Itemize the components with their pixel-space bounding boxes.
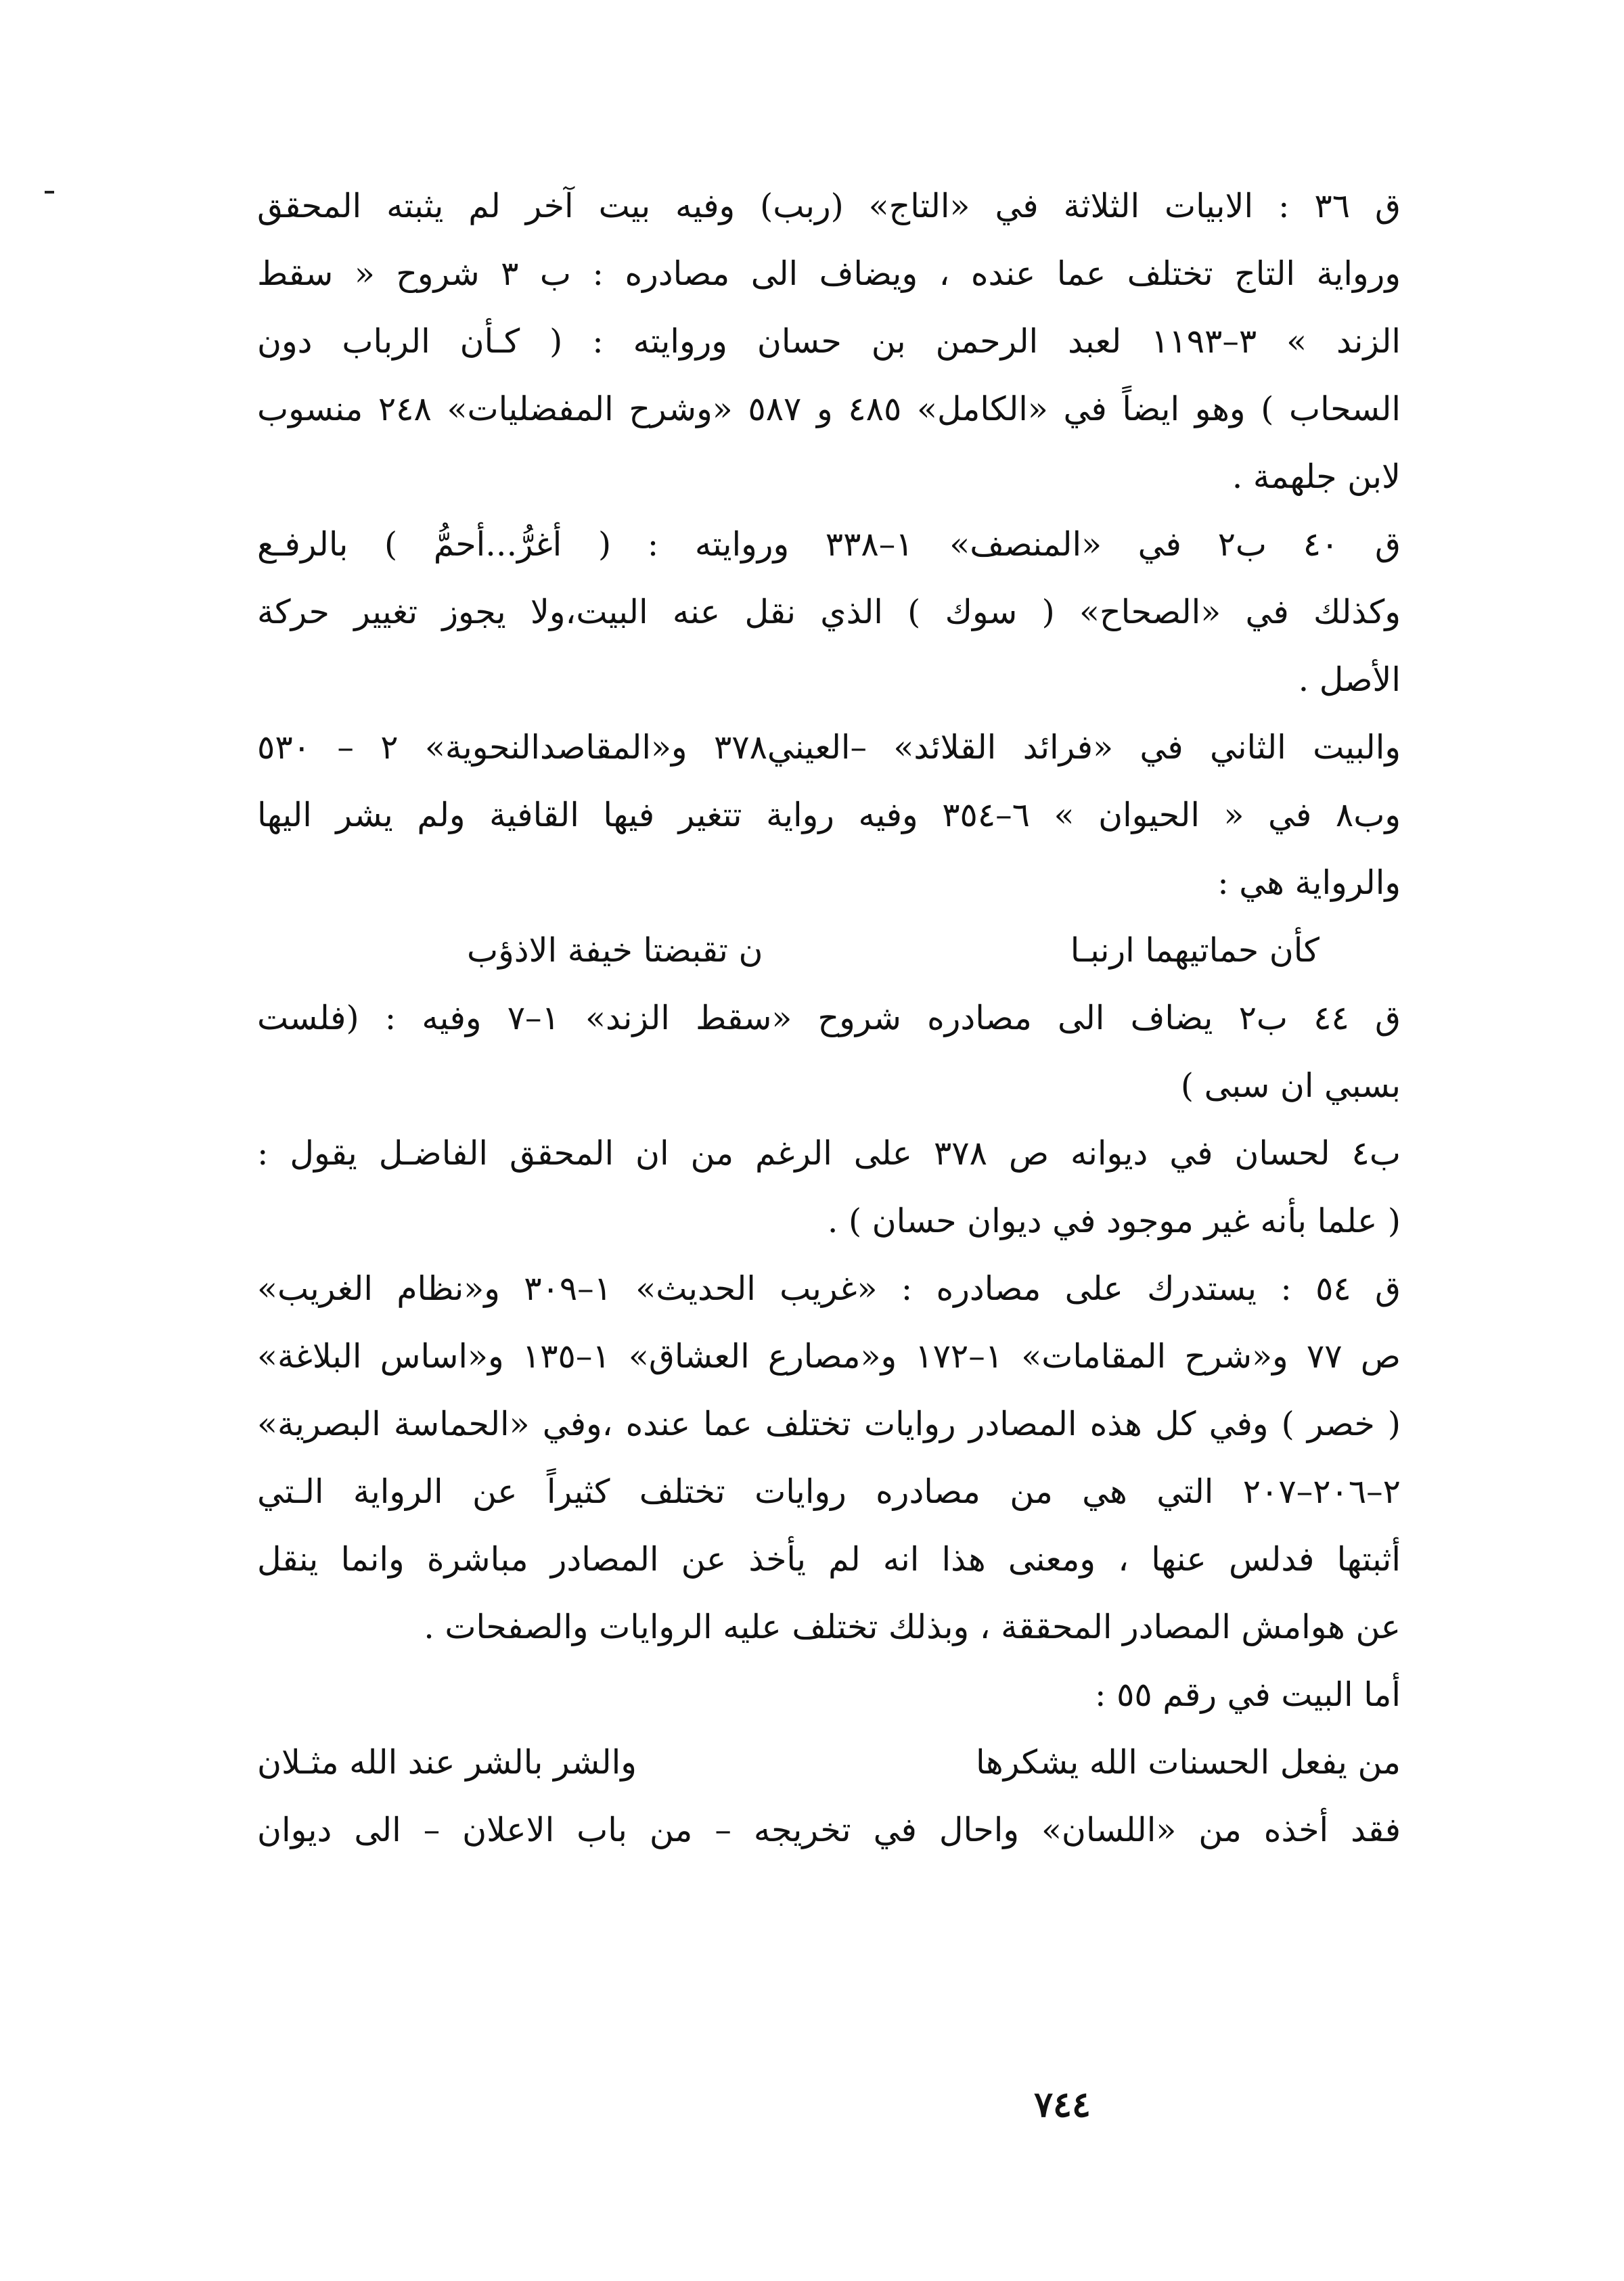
text-line: ق ٤٠ ب٢ في «المنصف» ١–٣٣٨ وروايته : ( أغرُّ...أحمُّ ) بالرفـع (257, 525, 1401, 564)
verse-second-hemistich: ن تقبضتا خيفة الاذؤب (467, 931, 763, 970)
text-line: ( علما بأنه غير موجود في ديوان حسان ) . (827, 1202, 1401, 1240)
page-number: ٧٤٤ (1034, 2084, 1091, 2125)
verse-first-hemistich: كأن حماتيهما ارنبـا (1070, 931, 1320, 970)
text-line: عن هوامش المصادر المحققة ، وبذلك تختلف عليه الروايات والصفحات . (424, 1608, 1401, 1646)
text-line: وكذلك في «الصحاح» ( سوك ) الذي نقل عنه البيت،ولا يجوز تغيير حركة (257, 593, 1401, 631)
paragraph-second-verse (257, 714, 1401, 917)
poetry-verse (257, 1729, 1401, 1797)
text-line: ق ٤٤ ب٢ يضاف الى مصادره شروح «سقط الزند» ١–٧ وفيه : (فلست (257, 999, 1401, 1037)
text-line: أثبتها فدلس عنها ، ومعنى هذا انه لم يأخذ عن المصادر مباشرة وانما ينقل (257, 1540, 1401, 1579)
text-line: وب٨ في « الحيوان » ٦–٣٥٤ وفيه رواية تتغير فيها القافية ولم يشر اليها (257, 796, 1401, 834)
text-line: ب٤ لحسان في ديوانه ص ٣٧٨ على الرغم من ان المحقق الفاضـل يقول : (257, 1134, 1401, 1173)
text-line: أما البيت في رقم ٥٥ : (1094, 1675, 1401, 1714)
text-line: والرواية هي : (1217, 863, 1401, 902)
text-line: لابن جلهمة . (1232, 457, 1401, 496)
margin-mark (45, 191, 54, 194)
text-line: الأصل . (1298, 660, 1401, 699)
paragraph-q44 (257, 985, 1401, 1120)
paragraph-q40 (257, 511, 1401, 714)
text-line: ق ٥٤ : يستدرك على مصادره : «غريب الحديث» ١–٣٠٩ و«نظام الغريب» (257, 1269, 1401, 1308)
text-line: ورواية التاج تختلف عما عنده ، ويضاف الى مصادره : ب ٣ شروح « سقط (257, 254, 1401, 293)
text-line: الزند » ٣–١١٩٣ لعبد الرحمن بن حسان وروايته : ( كـأن الرباب دون (257, 322, 1401, 361)
text-line: ٢–٢٠٦–٢٠٧ التي هي من مصادره روايات تختلف كثيراً عن الرواية الـتي (257, 1472, 1401, 1511)
paragraph-q36 (257, 173, 1401, 511)
body-text (257, 173, 1401, 1864)
text-line: فقد أخذه من «اللسان» واحال في تخريجه – من باب الاعلان – الى ديوان (257, 1811, 1401, 1849)
text-line: ص ٧٧ و«شرح المقامات» ١–١٧٢ و«مصارع العشاق» ١–١٣٥ و«اساس البلاغة» (257, 1337, 1401, 1376)
paragraph-b4-hassan (257, 1120, 1401, 1255)
text-line: بسبي ان سبى ) (1180, 1066, 1401, 1105)
text-line: ( خصر ) وفي كل هذه المصادر روايات تختلف عما عنده ،وفي «الحماسة البصرية» (257, 1405, 1401, 1443)
paragraph-q55-intro (257, 1661, 1401, 1729)
verse-first-hemistich: من يفعل الحسنات الله يشكرها (975, 1743, 1401, 1782)
verse-second-hemistich: والشر بالشر عند الله مثـلان (257, 1743, 637, 1782)
text-line: السحاب ) وهو ايضاً في «الكامل» ٤٨٥ و ٥٨٧ «وشرح المفضليات» ٢٤٨ منسوب (257, 390, 1401, 428)
poetry-verse (467, 917, 1401, 985)
paragraph-q54 (257, 1255, 1401, 1661)
paragraph-closing (257, 1797, 1401, 1864)
text-line: ق ٣٦ : الابيات الثلاثة في «التاج» (ربب) وفيه بيت آخر لم يثبته المحقق (257, 187, 1401, 225)
text-line: والبيت الثاني في «فرائد القلائد» –العيني٣٧٨ و«المقاصدالنحوية» ٢ – ٥٣٠ (257, 728, 1401, 767)
